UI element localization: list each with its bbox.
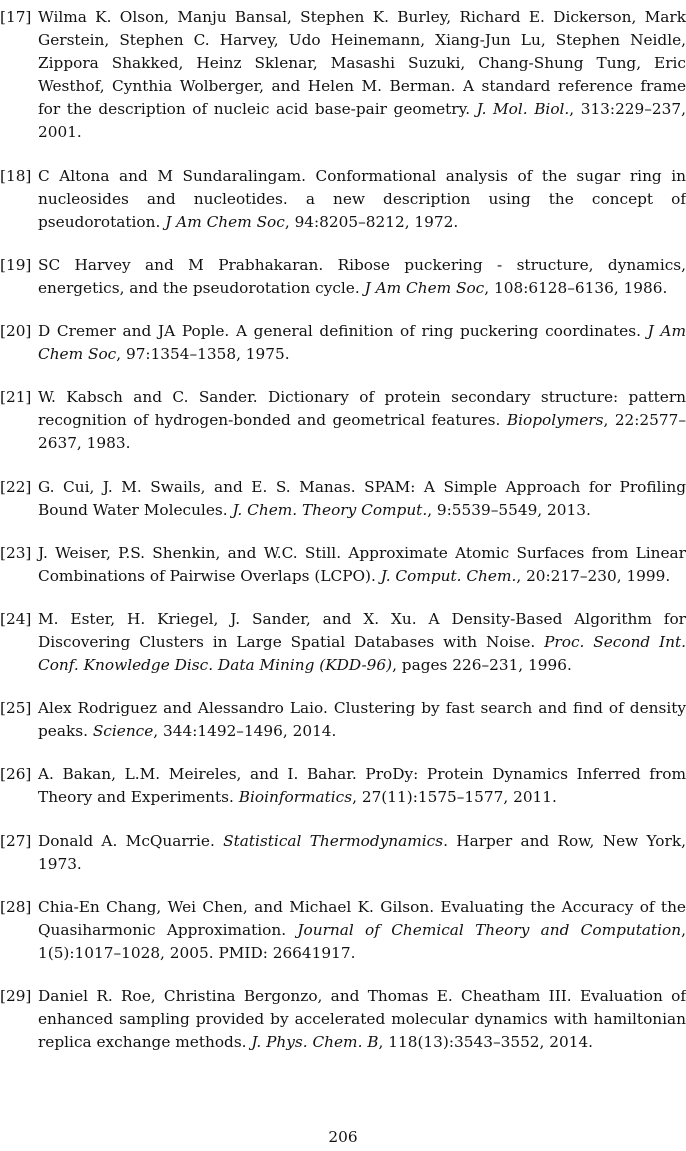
reference-venue: J. Phys. Chem. B xyxy=(251,1033,379,1052)
reference-authors: Chia-En Chang, Wei Chen, and Michael K. Gilson. xyxy=(38,897,435,916)
reference-entry xyxy=(0,6,686,145)
reference-venue: J. Chem. Theory Comput. xyxy=(232,500,428,519)
reference-details: , 20:217–230, 1999. xyxy=(516,566,671,585)
reference-number: [27] xyxy=(0,831,32,850)
reference-authors: M. Ester, H. Kriegel, J. Sander, and X. Xu. xyxy=(38,609,417,628)
reference-venue: Journal of Chemical Theory and Computation xyxy=(297,920,682,939)
reference-number: [21] xyxy=(0,388,32,407)
reference-entry xyxy=(0,320,686,366)
reference-authors: Alex Rodriguez and Alessandro Laio. xyxy=(38,699,328,718)
reference-details: , pages 226–231, 1996. xyxy=(392,656,572,675)
reference-entry xyxy=(0,165,686,234)
reference-number: [29] xyxy=(0,987,32,1005)
reference-authors: SC Harvey and M Prabhakaran. xyxy=(38,255,324,274)
reference-entry xyxy=(0,896,686,965)
reference-venue: J. Mol. Biol. xyxy=(476,100,570,119)
reference-number: [20] xyxy=(0,322,32,341)
reference-details: , 97:1354–1358, 1975. xyxy=(116,345,290,364)
reference-authors: G. Cui, J. M. Swails, and E. S. Manas. xyxy=(38,477,356,496)
reference-entry xyxy=(0,830,686,876)
reference-authors: Donald A. McQuarrie. xyxy=(38,831,215,850)
reference-venue: J. Comput. Chem. xyxy=(380,566,517,585)
reference-number: [24] xyxy=(0,609,32,628)
reference-entry xyxy=(0,697,686,743)
reference-details: , 94:8205–8212, 1972. xyxy=(284,212,459,231)
reference-venue: J Am Chem Soc xyxy=(165,212,285,231)
reference-entry xyxy=(0,763,686,809)
reference-number: [28] xyxy=(0,897,32,916)
reference-authors: D Cremer and JA Pople. xyxy=(38,322,230,341)
reference-authors: W. Kabsch and C. Sander. xyxy=(38,388,258,407)
reference-number: [19] xyxy=(0,255,32,274)
reference-venue: Proc. Second Int. Conf. Knowledge Disc. Data Mining (KDD-96) xyxy=(38,632,686,675)
reference-entry xyxy=(0,476,686,522)
reference-title: A general definition of ring puckering coordinates. xyxy=(235,322,641,341)
reference-authors: Wilma K. Olson, Manju Bansal, Stephen K. Burley, Richard E. Dickerson, Mark Gerstein, Stephen C. Harvey, Udo Heinemann, Xiang-Jun Lu, Stephen Neidle, Zippora Shakked, Heinz Sklenar, Masashi Suzuki, Chang-Shung Tung, Eric Westhof, Cynthia Wolberger, and Helen M. Berman. xyxy=(38,8,686,96)
reference-authors: C Altona and M Sundaralingam. xyxy=(38,166,306,185)
reference-entry xyxy=(0,386,686,455)
reference-title: ProDy: Protein Dynamics Inferred from Theory and Experiments. xyxy=(38,765,686,807)
reference-details: , 108:6128–6136, 1986. xyxy=(484,278,668,297)
reference-entry xyxy=(0,985,686,1054)
reference-title: Dictionary of protein secondary structure: pattern recognition of hydrogen-bonded and geometrical features. xyxy=(38,388,686,430)
reference-details: , 344:1492–1496, 2014. xyxy=(153,722,337,741)
reference-number: [25] xyxy=(0,699,32,718)
reference-details: , 1(5):1017–1028, 2005. PMID: 26641917. xyxy=(38,920,686,962)
reference-title: Approximate Atomic Surfaces from Linear Combinations of Pairwise Overlaps (LCPO). xyxy=(38,543,686,585)
reference-list xyxy=(0,6,686,1074)
reference-title: A standard reference frame for the description of nucleic acid base-pair geometry. xyxy=(38,77,686,119)
reference-number: [18] xyxy=(0,166,32,185)
reference-authors: Daniel R. Roe, Christina Bergonzo, and Thomas E. Cheatham III. xyxy=(38,987,572,1005)
reference-number: [22] xyxy=(0,477,32,496)
reference-venue: Biopolymers xyxy=(506,411,604,430)
reference-venue: Bioinformatics xyxy=(238,788,353,807)
reference-venue: J Am Chem Soc xyxy=(38,322,686,364)
reference-details: , 9:5539–5549, 2013. xyxy=(427,500,591,519)
reference-details: , 27(11):1575–1577, 2011. xyxy=(352,788,557,807)
page-number: 206 xyxy=(328,1128,358,1146)
reference-title: A Density-Based Algorithm for Discovering Clusters in Large Spatial Databases with Noise. xyxy=(38,609,686,651)
reference-title: Evaluating the Accuracy of the Quasiharmonic Approximation. xyxy=(38,897,686,939)
reference-title: Clustering by fast search and find of density peaks. xyxy=(38,699,686,741)
reference-title: Evaluation of enhanced sampling provided by accelerated molecular dynamics with hamiltonian replica exchange methods. xyxy=(38,987,686,1052)
reference-authors: J. Weiser, P.S. Shenkin, and W.C. Still. xyxy=(38,543,342,562)
reference-title: Ribose puckering - structure, dynamics, energetics, and the pseudorotation cycle. xyxy=(38,255,686,297)
reference-entry xyxy=(0,608,686,677)
reference-details: , 118(13):3543–3552, 2014. xyxy=(378,1033,594,1052)
reference-details: . Harper and Row, New York, 1973. xyxy=(38,831,686,873)
reference-entry xyxy=(0,542,686,588)
reference-number: [23] xyxy=(0,543,32,562)
reference-details: , 313:229–237, 2001. xyxy=(38,100,686,142)
reference-entry xyxy=(0,254,686,300)
reference-venue: Statistical Thermodynamics xyxy=(223,831,444,850)
reference-number: [26] xyxy=(0,765,32,784)
reference-title: Conformational analysis of the sugar ring in nucleosides and nucleotides. a new description using the concept of pseudorotation. xyxy=(38,166,686,231)
reference-venue: J Am Chem Soc xyxy=(364,278,485,297)
reference-details: , 22:2577–2637, 1983. xyxy=(38,411,686,453)
reference-number: [17] xyxy=(0,8,32,26)
reference-authors: A. Bakan, L.M. Meireles, and I. Bahar. xyxy=(38,765,357,784)
reference-venue: Science xyxy=(92,722,154,741)
reference-title: SPAM: A Simple Approach for Profiling Bound Water Molecules. xyxy=(38,477,686,519)
